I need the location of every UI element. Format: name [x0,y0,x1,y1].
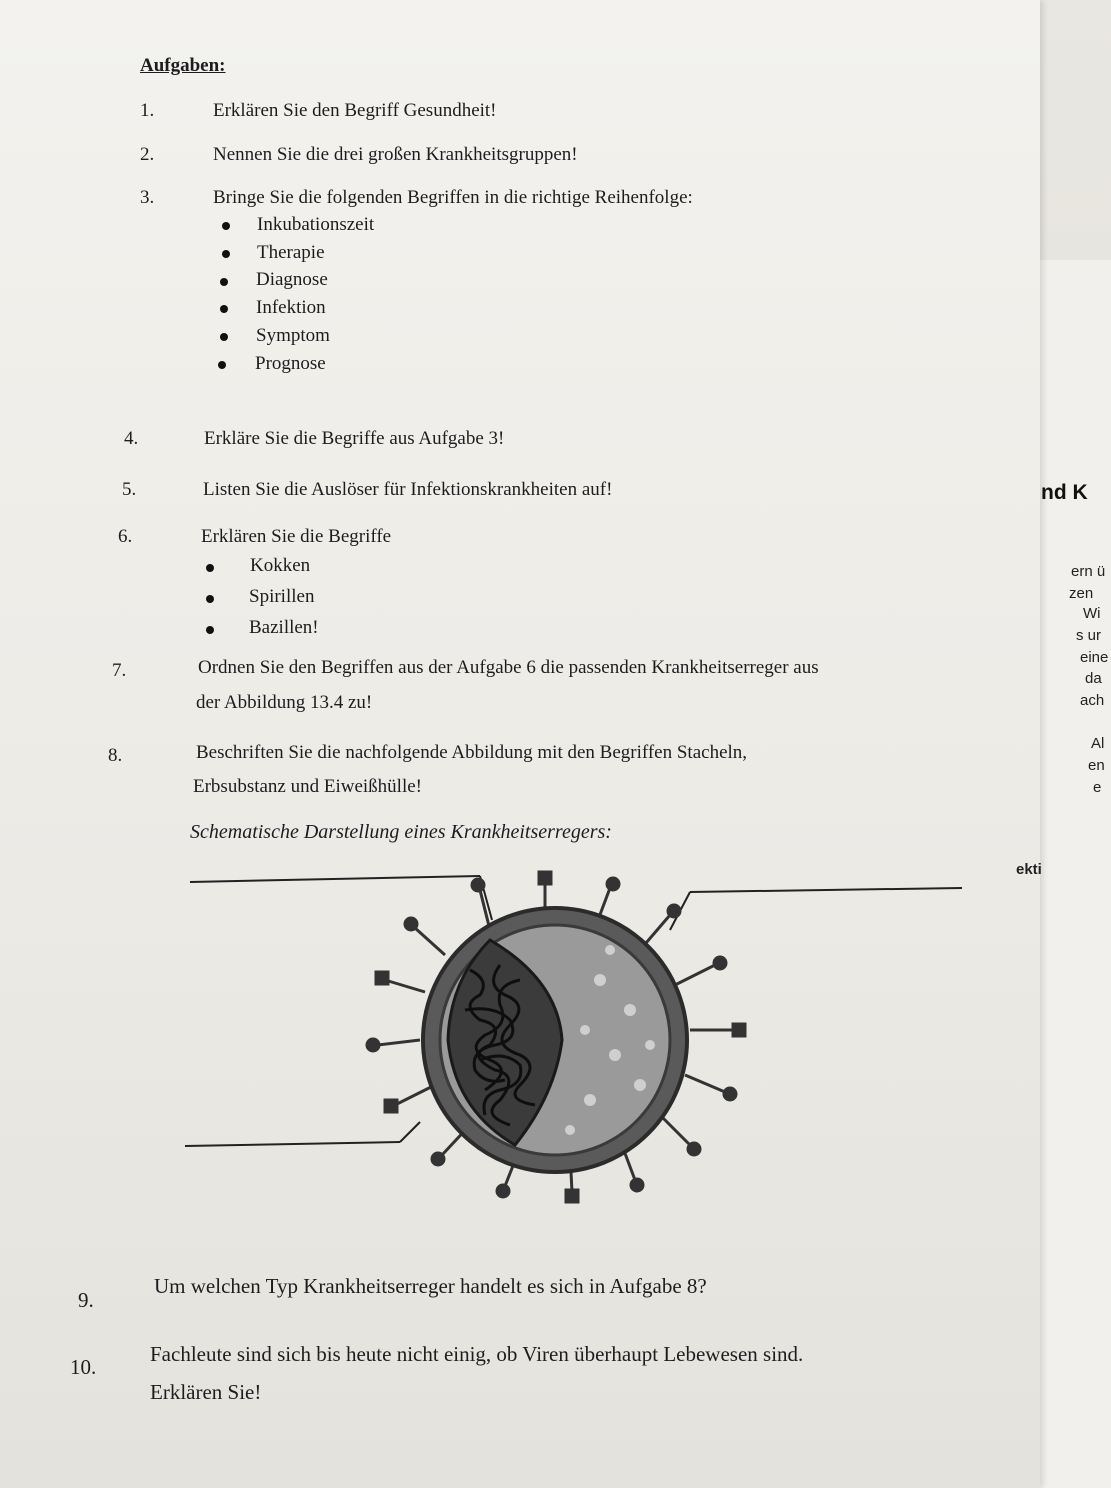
task-3-text: Bringe Sie die folgenden Begriffen in die richtige Reihenfolge: [213,187,693,208]
spike [675,957,726,985]
virus-diagram [170,860,980,1260]
task-1-text: Erklären Sie den Begriff Gesundheit! [213,100,497,121]
task-10-number: 10. [70,1355,97,1379]
spike [385,1085,435,1112]
edge-fragment: zen [1069,585,1094,602]
list-item: Spirillen [249,586,315,607]
task-10-line2: Erklären Sie! [150,1380,262,1404]
bullet-icon [218,361,226,369]
task-5-text: Listen Sie die Auslöser für Infektionskrankheiten auf! [203,479,613,500]
bullet-icon [220,305,228,313]
spike [660,1115,700,1155]
task-4-text: Erkläre Sie die Begriffe aus Aufgabe 3! [204,428,505,449]
list-item: Diagnose [256,269,328,290]
figure-caption: Schematische Darstellung eines Krankheitserregers: [190,821,612,843]
edge-fragment: ekti [1016,861,1042,878]
bullet-icon [206,626,214,634]
task-7-line1: Ordnen Sie den Begriffen aus der Aufgabe 6 die passenden Krankheitserreger aus [198,657,819,678]
edge-fragment: nd K [1041,481,1088,504]
task-9-text: Um welchen Typ Krankheitserreger handelt es sich in Aufgabe 8? [154,1274,707,1298]
label-line-top-right [690,888,962,892]
list-item: Therapie [257,242,325,263]
edge-fragment: da [1085,670,1102,687]
bullet-icon [222,250,230,258]
list-item: Symptom [256,325,330,346]
bullet-icon [206,564,214,572]
edge-fragment: Al [1091,735,1105,752]
bullet-icon [220,278,228,286]
task-2-number: 2. [140,144,155,165]
task-8-number: 8. [108,745,123,766]
task-1-number: 1. [140,100,155,121]
edge-fragment: eine [1080,649,1109,666]
label-line-top-left [190,876,480,882]
task-8-line1: Beschriften Sie die nachfolgende Abbildung mit den Begriffen Stacheln, [196,742,748,763]
list-item: Inkubationszeit [257,214,375,235]
edge-fragment: s ur [1076,627,1102,644]
page-title: Aufgaben: [140,55,226,76]
task-10-line1: Fachleute sind sich bis heute nicht einig, ob Viren überhaupt Lebewesen sind. [150,1342,804,1366]
spike [376,972,425,992]
spike [690,1024,745,1036]
spike [367,1039,420,1051]
task-3-number: 3. [140,187,155,208]
list-item: Prognose [255,353,326,374]
edge-fragment: e [1093,779,1102,796]
list-item: Kokken [250,555,311,576]
bullet-icon [206,595,214,603]
task-2-text: Nennen Sie die drei großen Krankheitsgruppen! [213,144,578,165]
bullet-icon [220,333,228,341]
bullet-icon [222,222,230,230]
label-line-bottom-left [185,1142,400,1146]
task-4-number: 4. [124,428,139,449]
task-9-number: 9. [78,1288,94,1312]
spike [685,1075,736,1100]
list-item: Infektion [256,297,326,318]
edge-fragment: en [1088,757,1105,774]
task-7-number: 7. [112,660,127,681]
task-6-number: 6. [118,526,133,547]
edge-fragment: ach [1080,692,1105,709]
task-8-line2: Erbsubstanz und Eiweißhülle! [193,776,423,797]
spike [405,918,445,955]
list-item: Bazillen! [249,617,319,638]
task-6-text: Erklären Sie die Begriffe [201,526,392,547]
edge-fragment: Wi [1083,605,1101,622]
task-5-number: 5. [122,479,137,500]
task-7-line2: der Abbildung 13.4 zu! [196,692,373,713]
label-leader-bottom-left [400,1122,420,1142]
edge-fragment: ern ü [1071,563,1106,580]
